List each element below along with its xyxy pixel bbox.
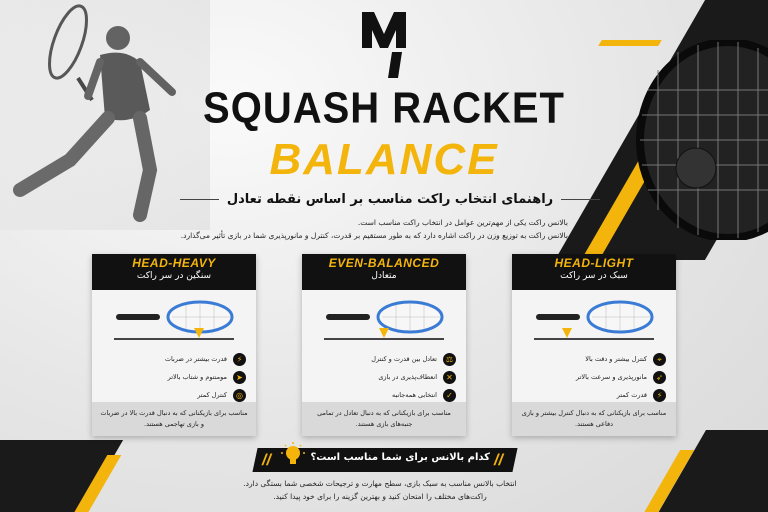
divider <box>180 199 219 200</box>
card-title-fa: سنگین در سر راکت <box>136 271 212 281</box>
feature-item <box>326 350 456 368</box>
intro-line: بالانس راکت یکی از مهم‌ترین عوامل در انتخاب راکت مناسب است. <box>357 218 568 227</box>
card-title-en: EVEN-BALANCED <box>328 256 440 270</box>
feature-text: قدرت بیشتر در ضربات <box>164 355 227 363</box>
feature-text: کنترل بیشتر و دقت بالا <box>585 355 647 363</box>
card-title-fa: متعادل <box>371 271 397 281</box>
feature-text: قدرت کمتر <box>616 391 647 399</box>
page-title-accent: BALANCE <box>269 135 499 184</box>
momentum-icon: ➤ <box>233 371 246 384</box>
flex-icon: ✕ <box>443 371 456 384</box>
card-title-en: HEAD-LIGHT <box>554 256 634 270</box>
target-icon: ◎ <box>233 389 246 402</box>
bolt-icon: ⚡ <box>233 353 246 366</box>
page-title: SQUASH RACKET <box>203 83 565 133</box>
card-header <box>302 254 466 290</box>
feature-text: تعادل بین قدرت و کنترل <box>371 355 437 363</box>
slash-mark-right: // <box>494 452 503 469</box>
subtitle: راهنمای انتخاب راکت مناسب بر اساس نقطه تعادل <box>226 192 554 207</box>
subtitle-row <box>180 192 600 207</box>
card-footer: مناسب برای بازیکنانی که به دنبال تعادل در تمامی جنبه‌های بازی هستند. <box>302 402 466 436</box>
intro-line: بالانس راکت به توزیع وزن در راکت اشاره دارد که به طور مستقیم بر قدرت، کنترل و مانورپذیری شما در بازی تأثیر می‌گذارد. <box>180 231 568 240</box>
answer-text <box>180 477 580 503</box>
card-even-balanced <box>302 254 466 436</box>
feature-item <box>536 368 666 386</box>
card-head-light <box>512 254 676 436</box>
feature-item <box>116 350 246 368</box>
answer-line: راکت‌های مختلف را امتحان کنید و بهترین گزینه را برای خود پیدا کنید. <box>273 492 487 501</box>
question-text: کدام بالانس برای شما مناسب است؟ <box>310 452 490 463</box>
feature-list <box>326 350 456 404</box>
answer-line: انتخاب بالانس مناسب به سبک بازی، سطح مهارت و ترجیحات شخصی شما بستگی دارد. <box>243 479 517 488</box>
card-header <box>92 254 256 290</box>
feature-text: کنترل کمتر <box>197 391 227 399</box>
brand-logo <box>360 8 408 80</box>
bolt-icon: ⚡ <box>653 389 666 402</box>
feature-item <box>326 368 456 386</box>
divider <box>561 199 600 200</box>
feature-list <box>536 350 666 404</box>
card-title-fa: سبک در سر راکت <box>560 271 628 281</box>
card-title-en: HEAD-HEAVY <box>132 256 216 270</box>
check-icon: ✓ <box>443 389 456 402</box>
card-footer: مناسب برای بازیکنانی که به دنبال کنترل بیشتر و بازی دفاعی هستند. <box>512 402 676 436</box>
scale-icon: ⚖ <box>443 353 456 366</box>
feature-text: انتخابی همه‌جانبه <box>392 391 437 399</box>
feature-text: مانورپذیری و سرعت بالاتر <box>576 373 647 381</box>
racket-diagram <box>112 298 236 342</box>
feature-text: مومنتوم و شتاب بالاتر <box>167 373 227 381</box>
feature-item <box>116 368 246 386</box>
feature-text: انعطاف‌پذیری در بازی <box>378 373 437 381</box>
card-head-heavy <box>92 254 256 436</box>
racket-diagram <box>532 298 656 342</box>
slash-mark-left: // <box>262 452 271 469</box>
feature-item <box>536 350 666 368</box>
card-header <box>512 254 676 290</box>
crosshair-icon: ⌖ <box>653 353 666 366</box>
feature-list <box>116 350 246 404</box>
racket-diagram <box>322 298 446 342</box>
intro-text <box>148 216 568 242</box>
speed-icon: ➶ <box>653 371 666 384</box>
card-footer: مناسب برای بازیکنانی که به دنبال قدرت بالا در ضربات و بازی تهاجمی هستند. <box>92 402 256 436</box>
